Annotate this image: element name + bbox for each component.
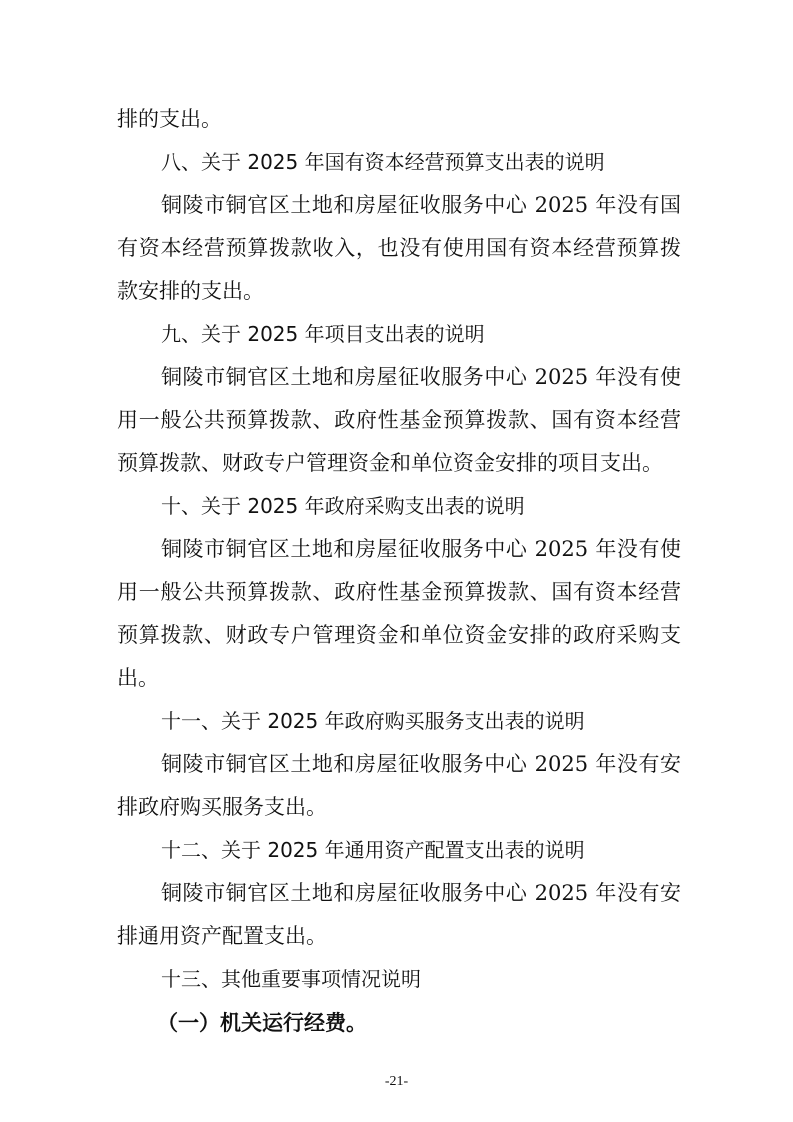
section-heading: 十一、关于 2025 年政府购买服务支出表的说明	[161, 709, 585, 733]
paragraph-line: 排的支出。	[117, 107, 222, 131]
paragraph-line: 铜陵市铜官区土地和房屋征收服务中心 2025 年没有国	[161, 193, 681, 217]
section-heading: 八、关于 2025 年国有资本经营预算支出表的说明	[161, 150, 605, 174]
sub-heading: （一）机关运行经费。	[157, 1010, 367, 1035]
document-body	[117, 98, 681, 1044]
paragraph-line: 铜陵市铜官区土地和房屋征收服务中心 2025 年没有安	[161, 752, 681, 776]
paragraph-line: 预算拨款、财政专户管理资金和单位资金安排的政府采购支	[117, 623, 681, 647]
section-heading: 十二、关于 2025 年通用资产配置支出表的说明	[161, 838, 585, 862]
paragraph-line: 用一般公共预算拨款、政府性基金预算拨款、国有资本经营	[117, 580, 681, 604]
paragraph-line: 铜陵市铜官区土地和房屋征收服务中心 2025 年没有使	[161, 365, 681, 389]
paragraph-line: 排政府购买服务支出。	[117, 795, 327, 819]
paragraph-line: 款安排的支出。	[117, 279, 264, 303]
paragraph-line: 铜陵市铜官区土地和房屋征收服务中心 2025 年没有使	[161, 537, 681, 561]
paragraph-line: 有资本经营预算拨款收入，也没有使用国有资本经营预算拨	[117, 236, 681, 260]
section-heading: 十三、其他重要事项情况说明	[161, 967, 421, 991]
paragraph-line: 预算拨款、财政专户管理资金和单位资金安排的项目支出。	[117, 451, 663, 475]
page-number: -21-	[384, 1074, 409, 1089]
section-heading: 十、关于 2025 年政府采购支出表的说明	[161, 494, 525, 518]
section-heading: 九、关于 2025 年项目支出表的说明	[161, 322, 485, 346]
paragraph-line: 出。	[117, 666, 159, 690]
paragraph-line: 铜陵市铜官区土地和房屋征收服务中心 2025 年没有安	[161, 881, 681, 905]
paragraph-line: 用一般公共预算拨款、政府性基金预算拨款、国有资本经营	[117, 408, 681, 432]
paragraph-line: 排通用资产配置支出。	[117, 924, 327, 948]
